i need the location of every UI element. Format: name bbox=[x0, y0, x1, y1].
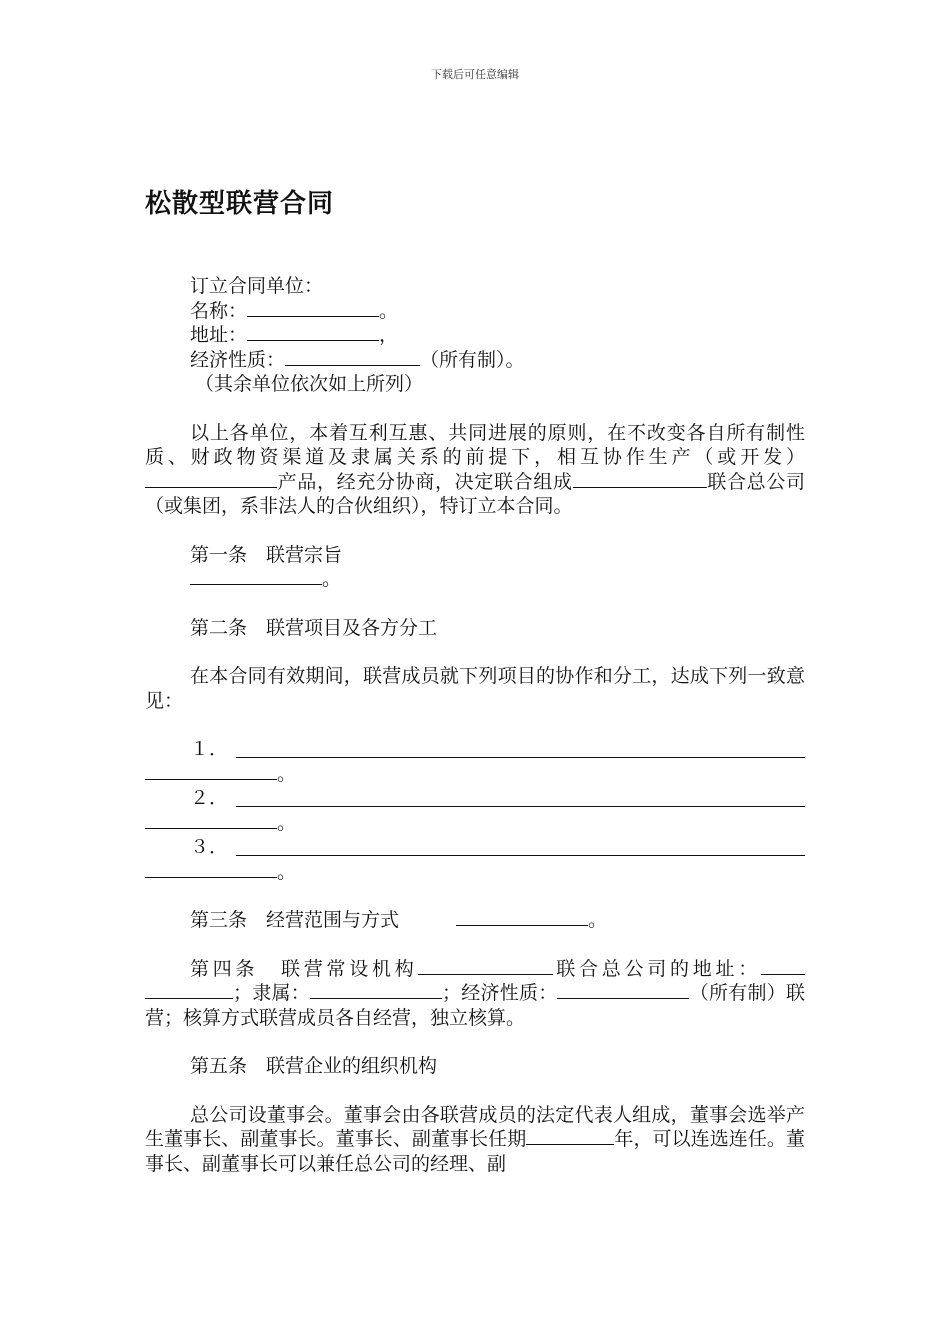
party-address-label: 地址： bbox=[190, 324, 248, 346]
affiliation-blank[interactable] bbox=[310, 981, 442, 999]
article-2-text: 在本合同有效期间，联营成员就下列项目的协作和分工，达成下列一致意见： bbox=[145, 665, 805, 712]
party-name-label: 名称： bbox=[190, 299, 248, 322]
contract-body bbox=[145, 274, 805, 1176]
preamble-text-3: 联合总公司（或集团，系非法人的合伙组织），特订立本合同。 bbox=[145, 470, 805, 517]
party-nature-blank[interactable] bbox=[285, 348, 420, 366]
article-4-text-1: 第四条 联营常设机构 bbox=[190, 957, 418, 980]
address-blank-a[interactable] bbox=[761, 957, 805, 975]
project-blank[interactable] bbox=[236, 789, 805, 807]
company-blank-a[interactable] bbox=[573, 470, 641, 488]
article-5-heading: 第五条 联营企业的组织机构 bbox=[190, 1055, 438, 1077]
party-name-line bbox=[145, 299, 805, 324]
project-item-number: ３． bbox=[190, 836, 229, 858]
project-item-3 bbox=[145, 835, 805, 860]
article-4-text-4: ；经济性质： bbox=[442, 982, 558, 1004]
article-4-text-5: （所有制）联营；核算方式联营成员各自经营，独立核算。 bbox=[145, 982, 805, 1029]
article-1-end: 。 bbox=[322, 568, 342, 590]
project-item-end: 。 bbox=[277, 811, 297, 834]
party-name-blank[interactable] bbox=[247, 299, 379, 317]
article-3-heading: 第三条 经营范围与方式 bbox=[190, 909, 400, 931]
project-item-end: 。 bbox=[277, 860, 297, 883]
nature-blank[interactable] bbox=[557, 981, 689, 999]
article-4-text-3: ；隶属： bbox=[233, 982, 310, 1004]
article-2-heading: 第二条 联营项目及各方分工 bbox=[190, 616, 438, 639]
project-item-2 bbox=[145, 786, 805, 811]
preamble bbox=[145, 421, 805, 519]
document-title: 松散型联营合同 bbox=[145, 189, 335, 219]
parties-note: （其余单位依次如上所列） bbox=[195, 373, 424, 395]
party-address-line bbox=[145, 323, 805, 348]
purpose-blank[interactable] bbox=[190, 567, 322, 585]
project-blank-cont[interactable] bbox=[145, 811, 277, 829]
product-blank[interactable] bbox=[145, 470, 277, 488]
party-nature-line bbox=[145, 348, 805, 373]
party-address-blank[interactable] bbox=[247, 323, 379, 341]
project-item-3-cont bbox=[145, 860, 805, 885]
party-address-end: ， bbox=[379, 324, 399, 346]
preamble-text-1: 以上各单位，本着互利互惠、共同进展的原则，在不改变各自所有制性质、财政物资渠道及隶属关系的前提下，相互协作生产（或开发） bbox=[145, 421, 805, 468]
party-nature-end: （所有制）。 bbox=[420, 348, 525, 371]
project-blank-cont[interactable] bbox=[145, 860, 277, 878]
page-header: 下载后可任意编辑 bbox=[431, 68, 519, 81]
article-3-line bbox=[145, 908, 805, 933]
article-4 bbox=[145, 957, 805, 1031]
project-blank[interactable] bbox=[236, 740, 805, 758]
article-5-text bbox=[145, 1103, 805, 1177]
term-blank[interactable] bbox=[526, 1127, 614, 1145]
party-nature-label: 经济性质： bbox=[190, 348, 286, 371]
article-1-line bbox=[145, 567, 805, 592]
project-item-1-cont bbox=[145, 762, 805, 787]
address-blank-b[interactable] bbox=[145, 981, 233, 999]
project-item-end: 。 bbox=[277, 762, 297, 785]
project-blank-cont[interactable] bbox=[145, 762, 277, 780]
project-item-number: １． bbox=[190, 738, 229, 760]
article-1-heading: 第一条 联营宗旨 bbox=[190, 543, 343, 566]
project-item-number: ２． bbox=[190, 787, 229, 809]
project-item-1 bbox=[145, 737, 805, 762]
company-blank-b[interactable] bbox=[641, 470, 707, 488]
scope-blank[interactable] bbox=[456, 908, 588, 926]
project-item-2-cont bbox=[145, 811, 805, 836]
preamble-text-2: 产品，经充分协商，决定联合组成 bbox=[277, 470, 573, 493]
article-5-text-2: 年，可以连选连任。董事长、副董事长可以兼任总公司的经理、副 bbox=[145, 1128, 805, 1175]
project-blank[interactable] bbox=[236, 838, 805, 856]
party-name-end: 。 bbox=[379, 299, 399, 322]
article-5-text-1: 总公司设董事会。董事会由各联营成员的法定代表人组成，董事会选举产生董事长、副董事长。董事长、副董事长任期 bbox=[145, 1103, 805, 1150]
parties-heading: 订立合同单位： bbox=[190, 275, 324, 297]
article-4-text-2: 联合总公司的地址： bbox=[552, 957, 761, 980]
article-3-end: 。 bbox=[588, 909, 608, 931]
institution-blank[interactable] bbox=[418, 957, 553, 975]
